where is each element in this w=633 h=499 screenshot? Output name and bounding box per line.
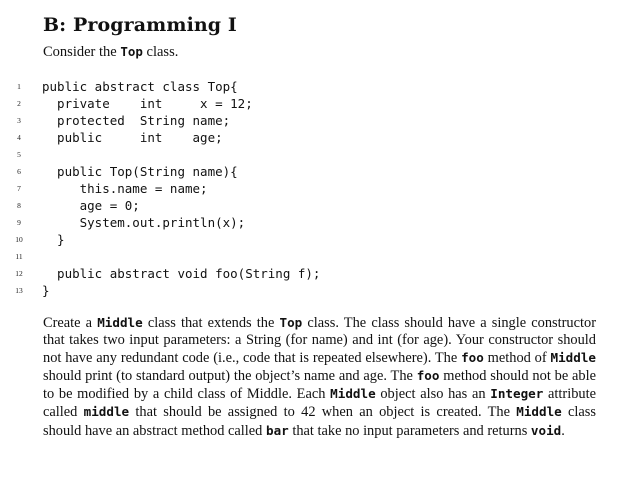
task-code: void [530,422,562,438]
task-text: object also has an [375,386,491,403]
task-text: . [561,422,565,439]
line-number: 2 [17,99,21,108]
line-number: 11 [15,252,23,261]
task-code: Middle [550,350,596,366]
code-text: public Top(String name){ [42,164,238,179]
line-number: 9 [17,218,21,227]
code-text: this.name = name; [42,181,208,196]
task-code: bar [265,422,289,438]
task-code: Middle [330,386,376,402]
task-code: foo [461,350,484,366]
section-heading: B: Programming I [43,14,237,36]
code-text: } [42,283,50,298]
line-number: 5 [17,150,21,159]
task-text: that should be assigned to 42 when an object is created. The [129,404,517,421]
task-text: method should not be able to be modified by a child class of Middle. Each [43,368,596,403]
code-text: age = 0; [42,198,140,213]
task-text: class that extends the [142,315,280,331]
task-text: class should have an abstract method called [43,404,597,439]
code-line [0,112,633,129]
task-code: Integer [490,386,544,402]
line-number: 6 [17,167,21,176]
task-code: Middle [97,315,143,330]
code-line [0,248,633,265]
task-text: that take no input parameters and returns [288,422,531,439]
code-text: public abstract class Top{ [42,79,238,94]
code-text: private int x = 12; [42,96,253,111]
line-number: 3 [17,116,21,125]
task-code: foo [416,368,440,384]
code-line [0,231,633,248]
line-number: 7 [17,184,21,193]
task-code: Middle [516,404,562,420]
code-text: System.out.println(x); [42,215,246,230]
intro-text-after: class. [142,44,179,60]
task-text: class. The class should have a single constructor that takes two input parameters: a String (for name) and int (for age). Your constructor should not have any redundant code (i.e., code that is repeated elsewhere). The [43,315,596,367]
code-line [0,78,633,95]
line-number: 13 [15,286,23,295]
code-line [0,197,633,214]
task-code: Top [279,315,303,330]
code-text: public abstract void foo(String f); [42,266,321,281]
task-paragraph [43,314,596,440]
code-text: protected String name; [42,113,231,128]
code-line [0,180,633,197]
task-text: method of [483,350,551,367]
intro-paragraph [43,44,178,61]
line-number: 4 [17,133,21,142]
code-line [0,214,633,231]
code-text: public int age; [42,130,223,145]
code-line [0,146,633,163]
code-text: } [42,232,65,247]
task-text: should print (to standard output) the object’s name and age. The [43,368,417,385]
task-text: Create a [43,315,98,331]
code-line [0,163,633,180]
line-number: 12 [15,269,23,278]
code-line [0,129,633,146]
code-line [0,282,633,299]
intro-code-top: Top [120,44,143,59]
line-number: 8 [17,201,21,210]
code-line [0,95,633,112]
task-text: attribute called [43,386,596,421]
task-code: middle [83,404,130,420]
code-listing [0,78,633,299]
intro-text-before: Consider the [43,44,121,60]
code-line [0,265,633,282]
line-number: 10 [15,235,23,244]
line-number: 1 [17,82,21,91]
